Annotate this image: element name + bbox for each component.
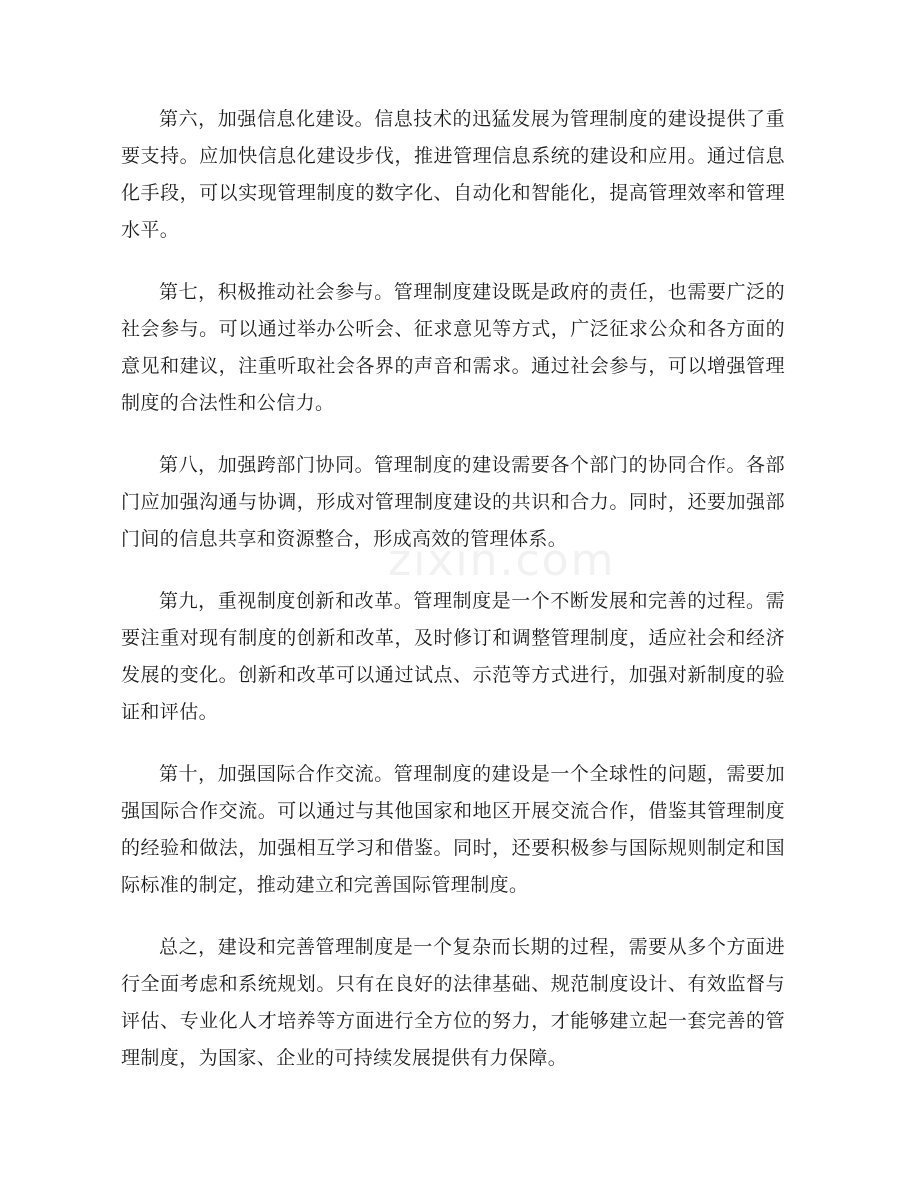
paragraph-ten-international-cooperation: 第十，加强国际合作交流。管理制度的建设是一个全球性的问题，需要加强国际合作交流。可以通过与其他国家和地区开展交流合作，借鉴其管理制度的经验和做法，加强相互学习和借鉴。同时，还要积极参与国际规则制定和国际标准的制定，推动建立和完善国际管理制度。 <box>121 763 785 896</box>
paragraph-eight-cross-department: 第八，加强跨部门协同。管理制度的建设需要各个部门的协同合作。各部门应加强沟通与协调，形成对管理制度建设的共识和合力。同时，还要加强部门间的信息共享和资源整合，形成高效的管理体系。 <box>121 454 785 550</box>
watermark: zixin.com <box>388 535 616 586</box>
paragraph-seven-social-participation: 第七，积极推动社会参与。管理制度建设既是政府的责任，也需要广泛的社会参与。可以通过举办公听会、征求意见等方式，广泛征求公众和各方面的意见和建议，注重听取社会各界的声音和需求。通过社会参与，可以增强管理制度的合法性和公信力。 <box>121 281 785 414</box>
paragraph-six-informatization: 第六，加强信息化建设。信息技术的迅猛发展为管理制度的建设提供了重要支持。应加快信息化建设步伐，推进管理信息系统的建设和应用。通过信息化手段，可以实现管理制度的数字化、自动化和智能化，提高管理效率和管理水平。 <box>121 108 785 241</box>
paragraph-conclusion: 总之，建设和完善管理制度是一个复杂而长期的过程，需要从多个方面进行全面考虑和系统规划。只有在良好的法律基础、规范制度设计、有效监督与评估、专业化人才培养等方面进行全方位的努力，才能够建立起一套完善的管理制度，为国家、企业的可持续发展提供有力保障。 <box>121 936 785 1069</box>
paragraph-nine-innovation-reform: 第九，重视制度创新和改革。管理制度是一个不断发展和完善的过程。需要注重对现有制度的创新和改革，及时修订和调整管理制度，适应社会和经济发展的变化。创新和改革可以通过试点、示范等方式进行，加强对新制度的验证和评估。 <box>121 590 785 723</box>
